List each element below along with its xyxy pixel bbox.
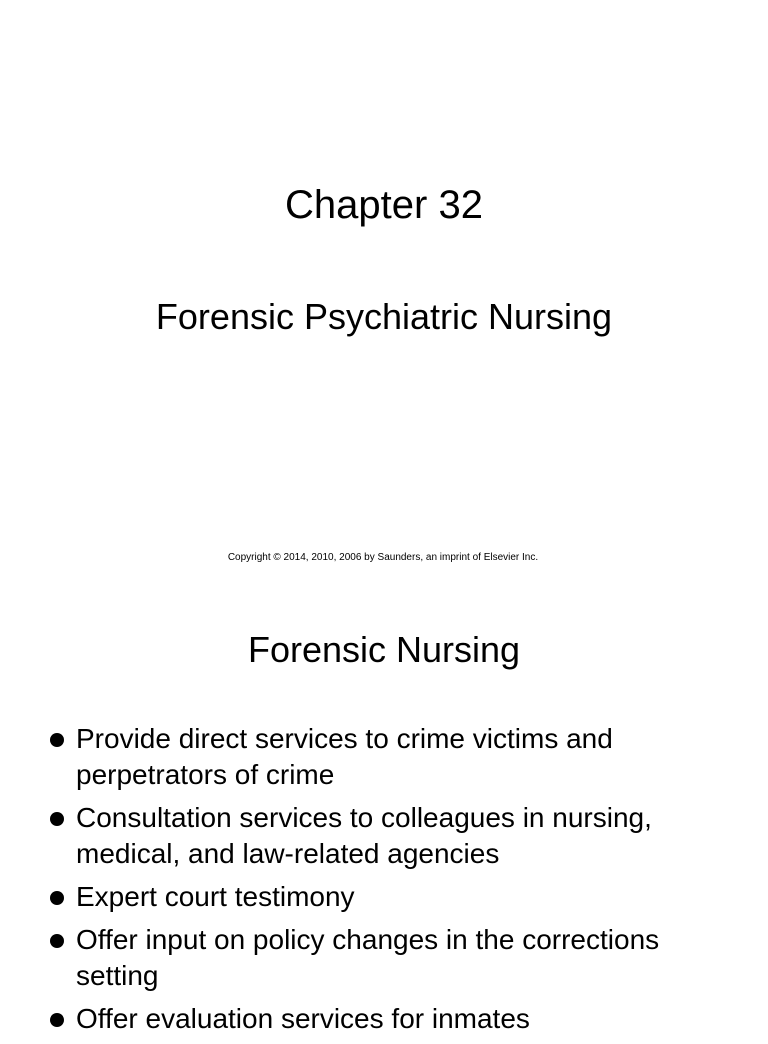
bullet-icon (50, 733, 64, 747)
list-item-text: Provide direct services to crime victims and perpetrators of crime (76, 723, 613, 790)
bullet-icon (50, 934, 64, 948)
list-item (0, 721, 740, 793)
list-item-text: Consultation services to colleagues in nursing, medical, and law-related agencies (76, 802, 652, 869)
list-item (0, 1001, 740, 1037)
list-item-text: Expert court testimony (76, 881, 355, 912)
section-title: Forensic Nursing (247, 629, 521, 670)
list-item-text: Offer input on policy changes in the corrections setting (76, 924, 660, 991)
chapter-subtitle: Forensic Psychiatric Nursing (155, 296, 613, 337)
content-slide (0, 590, 768, 1034)
list-item (0, 800, 740, 872)
list-item (0, 879, 740, 915)
bullet-icon (50, 1013, 64, 1027)
bullet-icon (50, 812, 64, 826)
chapter-title: Chapter 32 (285, 183, 483, 227)
bullet-icon (50, 891, 64, 905)
bullet-list (0, 721, 740, 1044)
list-item (0, 922, 740, 994)
list-item-text: Offer evaluation services for inmates (76, 1003, 530, 1034)
copyright-notice: Copyright © 2014, 2010, 2006 by Saunders, an imprint of Elsevier Inc. (227, 552, 539, 563)
